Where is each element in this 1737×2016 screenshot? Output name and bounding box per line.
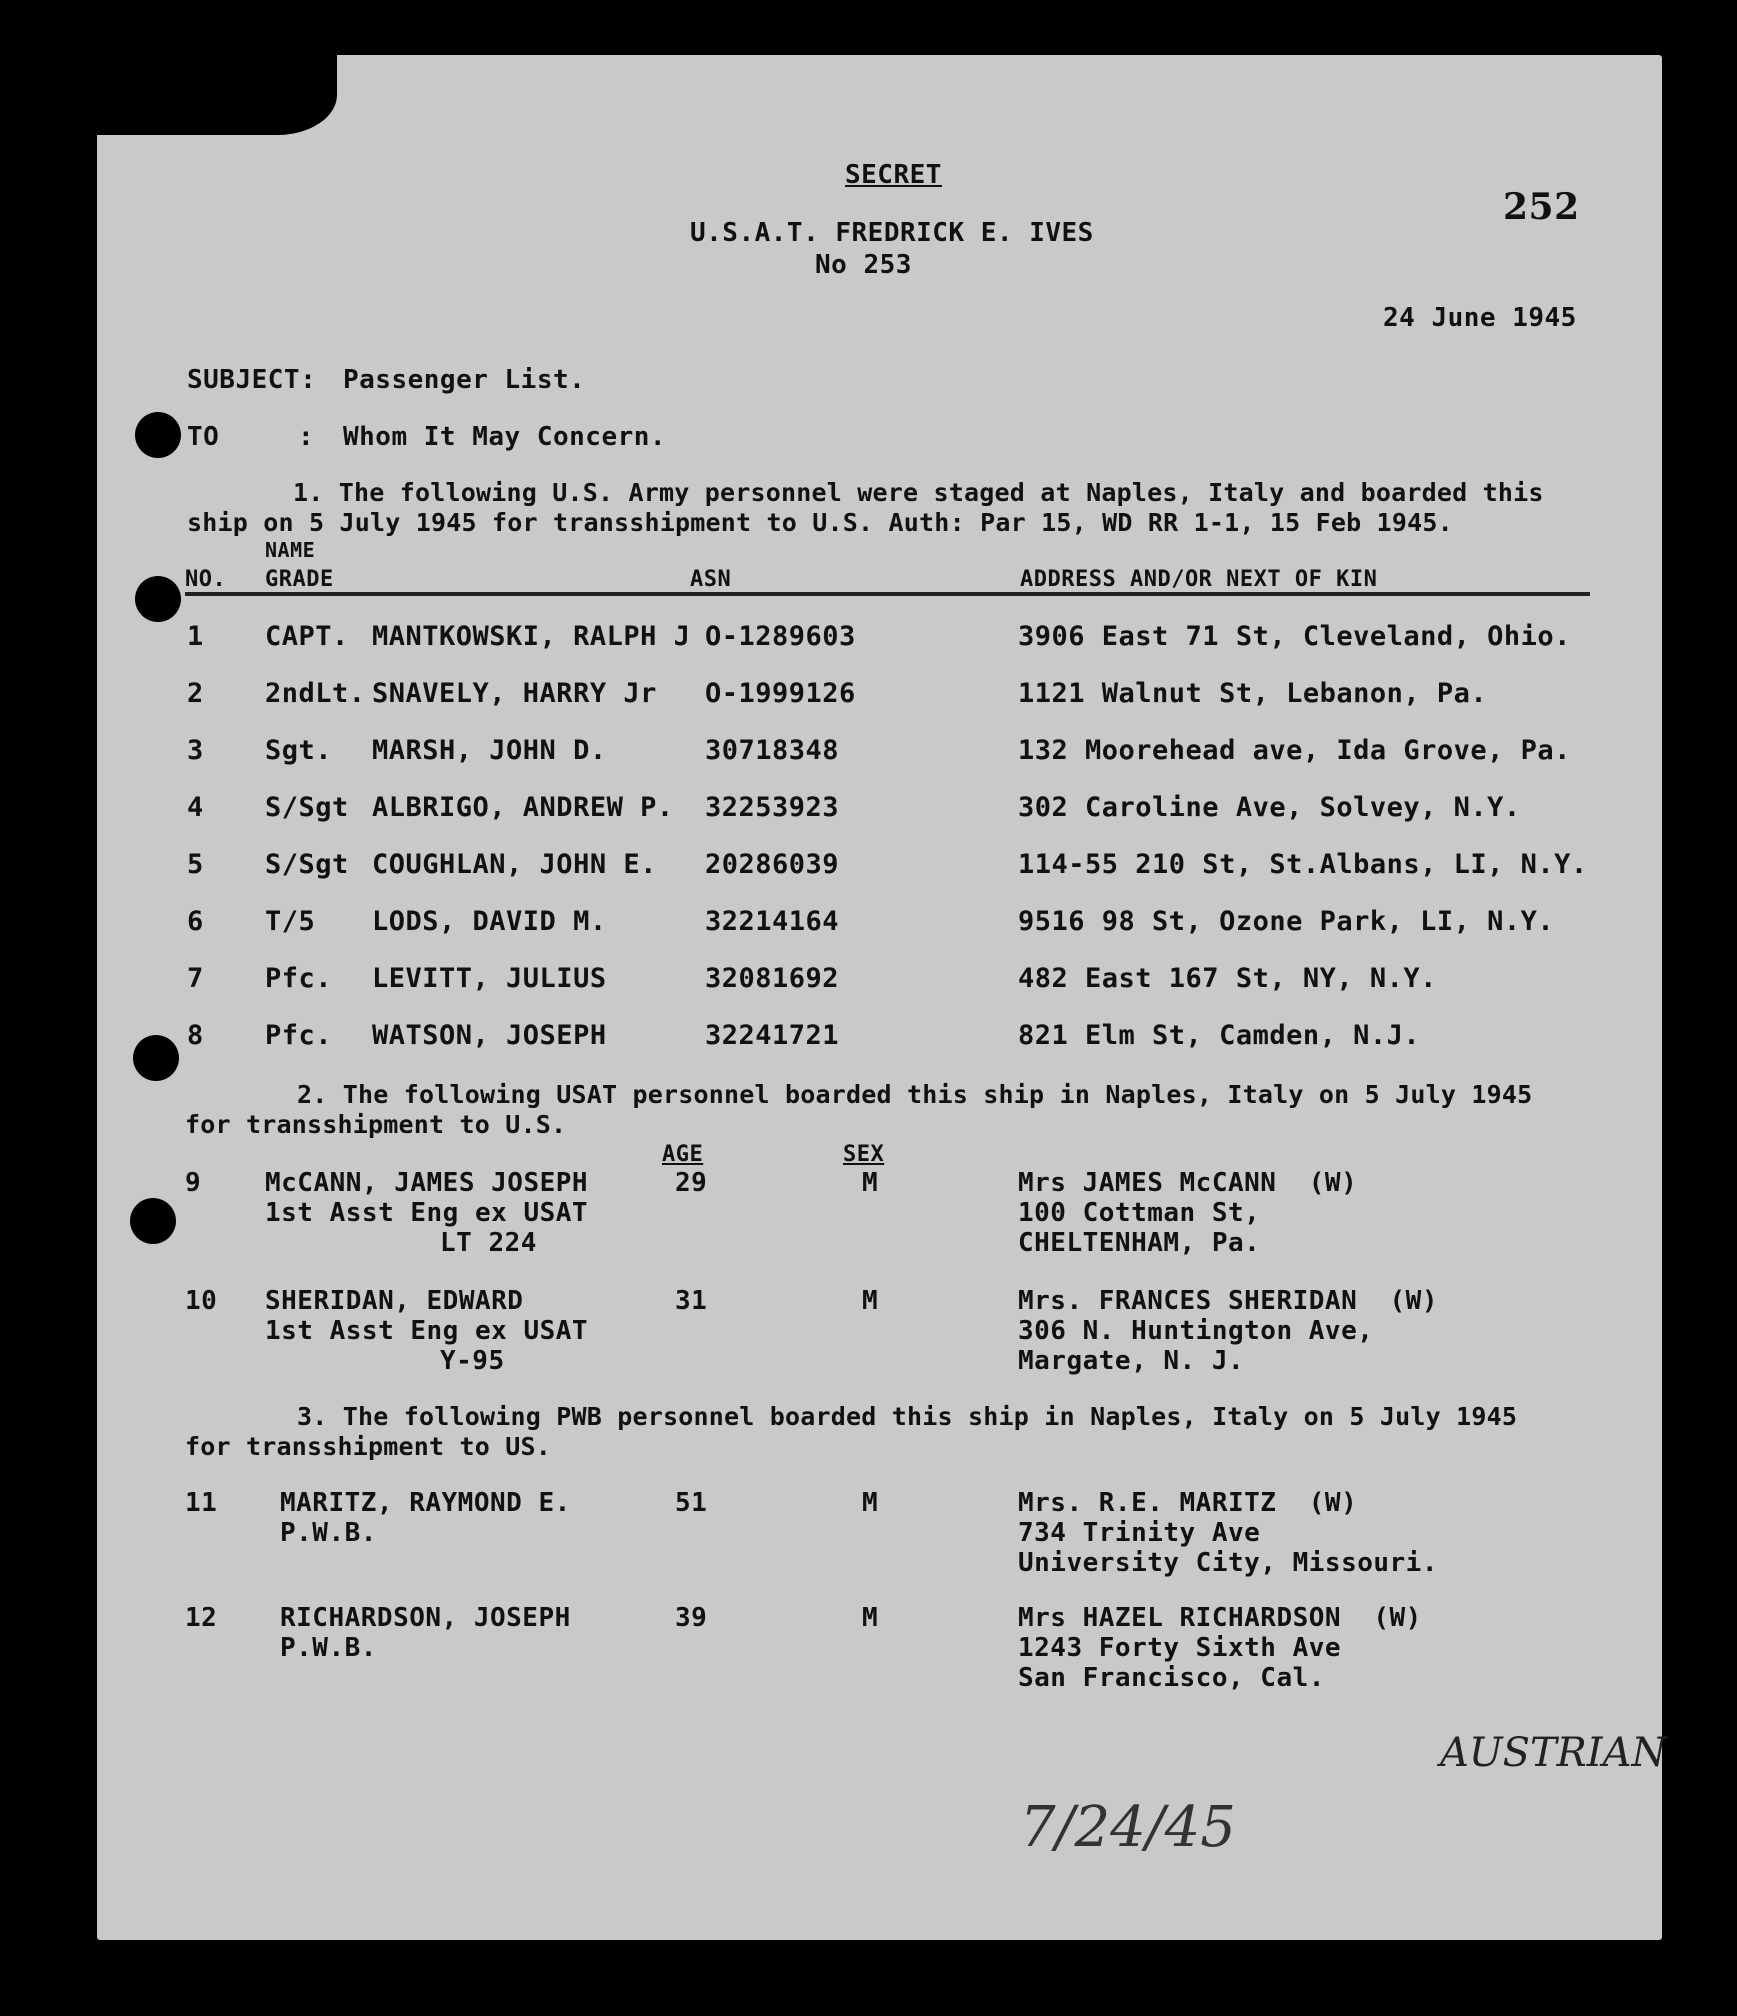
row-name: SNAVELY, HARRY Jr [372,678,657,709]
row-name: MARITZ, RAYMOND E. [280,1488,571,1518]
punch-hole [130,1198,176,1244]
para1-line1: 1. The following U.S. Army personnel were staged at Naples, Italy and boarded this [293,478,1544,507]
row-grade: S/Sgt [265,849,349,880]
row-name: LEVITT, JULIUS [372,963,607,994]
para2-line1: 2. The following USAT personnel boarded this ship in Naples, Italy on 5 July 1945 [297,1080,1533,1109]
subject-value: Passenger List. [343,365,586,395]
row-name: WATSON, JOSEPH [372,1020,607,1051]
row-asn: 32241721 [705,1020,840,1051]
row-number: 5 [187,849,204,880]
row-asn: 32081692 [705,963,840,994]
row-grade: 2ndLt. [265,678,366,709]
row-sex: M [862,1603,879,1633]
subject-label: SUBJECT: [187,365,317,395]
row-address-line: 100 Cottman St, [1018,1198,1261,1228]
row-age: 39 [675,1603,708,1633]
row-title: 1st Asst Eng ex USAT [265,1198,589,1228]
row-grade: CAPT. [265,621,349,652]
row-number: 2 [187,678,204,709]
row-age: 51 [675,1488,708,1518]
header-sex: SEX [843,1142,885,1167]
row-vessel: Y-95 [440,1346,505,1376]
header-no: NO. [185,567,227,592]
row-number: 1 [187,621,204,652]
punch-hole [135,576,181,622]
row-asn: 20286039 [705,849,840,880]
row-number: 6 [187,906,204,937]
row-address: 114-55 210 St, St.Albans, LI, N.Y. [1018,849,1588,880]
row-address-line: 306 N. Huntington Ave, [1018,1316,1374,1346]
row-number: 10 [185,1286,218,1316]
row-address-city: University City, Missouri. [1018,1548,1438,1578]
stamp-number: 252 [1503,186,1580,228]
ship-name: U.S.A.T. FREDRICK E. IVES [690,218,1094,248]
punch-hole [133,1035,179,1081]
row-number: 11 [185,1488,218,1518]
row-asn: O-1999126 [705,678,856,709]
row-next-of-kin: Mrs. R.E. MARITZ (W) [1018,1488,1358,1518]
row-address-line: 734 Trinity Ave [1018,1518,1261,1548]
row-number: 9 [185,1168,202,1198]
row-title: 1st Asst Eng ex USAT [265,1316,589,1346]
row-number: 3 [187,735,204,766]
row-address: 482 East 167 St, NY, N.Y. [1018,963,1437,994]
row-asn: 32214164 [705,906,840,937]
row-next-of-kin: Mrs HAZEL RICHARDSON (W) [1018,1603,1422,1633]
classification: SECRET [845,160,942,190]
row-name: SHERIDAN, EDWARD [265,1286,524,1316]
row-number: 4 [187,792,204,823]
row-address: 1121 Walnut St, Lebanon, Pa. [1018,678,1488,709]
to-value: Whom It May Concern. [343,422,667,452]
row-asn: 32253923 [705,792,840,823]
row-grade: Pfc. [265,1020,333,1051]
row-address-city: San Francisco, Cal. [1018,1663,1325,1693]
row-grade: Sgt. [265,735,333,766]
row-address: 821 Elm St, Camden, N.J. [1018,1020,1421,1051]
document-date: 24 June 1945 [1383,303,1577,333]
row-asn: 30718348 [705,735,840,766]
to-label: TO [187,422,220,452]
row-name: ALBRIGO, ANDREW P. [372,792,674,823]
handwritten-date: 7/24/45 [1020,1795,1236,1860]
para1-line2: ship on 5 July 1945 for transshipment to U.S. Auth: Par 15, WD RR 1-1, 15 Feb 1945. [187,508,1453,537]
header-grade: GRADE [265,567,334,592]
row-next-of-kin: Mrs. FRANCES SHERIDAN (W) [1018,1286,1438,1316]
row-address: 3906 East 71 St, Cleveland, Ohio. [1018,621,1571,652]
document-number: No 253 [815,250,912,280]
para3-line1: 3. The following PWB personnel boarded this ship in Naples, Italy on 5 July 1945 [297,1402,1518,1431]
row-grade: T/5 [265,906,316,937]
row-grade: Pfc. [265,963,333,994]
row-age: 29 [675,1168,708,1198]
row-name: McCANN, JAMES JOSEPH [265,1168,589,1198]
header-name-top: NAME [265,538,316,562]
row-grade: S/Sgt [265,792,349,823]
row-sex: M [862,1488,879,1518]
row-address-line: 1243 Forty Sixth Ave [1018,1633,1342,1663]
row-address-city: Margate, N. J. [1018,1346,1245,1376]
row-address: 302 Caroline Ave, Solvey, N.Y. [1018,792,1521,823]
row-next-of-kin: Mrs JAMES McCANN (W) [1018,1168,1358,1198]
para2-line2: for transshipment to U.S. [185,1110,567,1139]
row-name: MARSH, JOHN D. [372,735,607,766]
row-name: MANTKOWSKI, RALPH J [372,621,691,652]
row-number: 8 [187,1020,204,1051]
header-asn: ASN [690,567,732,592]
row-age: 31 [675,1286,708,1316]
para3-line2: for transshipment to US. [185,1432,552,1461]
punch-hole [135,412,181,458]
to-colon: : [298,422,315,452]
row-name: LODS, DAVID M. [372,906,607,937]
row-number: 12 [185,1603,218,1633]
row-address: 132 Moorehead ave, Ida Grove, Pa. [1018,735,1571,766]
row-number: 7 [187,963,204,994]
row-address-city: CHELTENHAM, Pa. [1018,1228,1261,1258]
row-address: 9516 98 St, Ozone Park, LI, N.Y. [1018,906,1555,937]
row-sex: M [862,1168,879,1198]
table-header-rule [185,592,1590,596]
row-sex: M [862,1286,879,1316]
row-vessel: LT 224 [440,1228,537,1258]
row-name: COUGHLAN, JOHN E. [372,849,657,880]
row-unit: P.W.B. [280,1633,377,1663]
header-address: ADDRESS AND/OR NEXT OF KIN [1020,567,1378,592]
row-asn: O-1289603 [705,621,856,652]
torn-corner [97,45,337,135]
row-unit: P.W.B. [280,1518,377,1548]
row-name: RICHARDSON, JOSEPH [280,1603,571,1633]
handwritten-note: AUSTRIAN [1440,1730,1667,1776]
header-age: AGE [662,1142,704,1167]
